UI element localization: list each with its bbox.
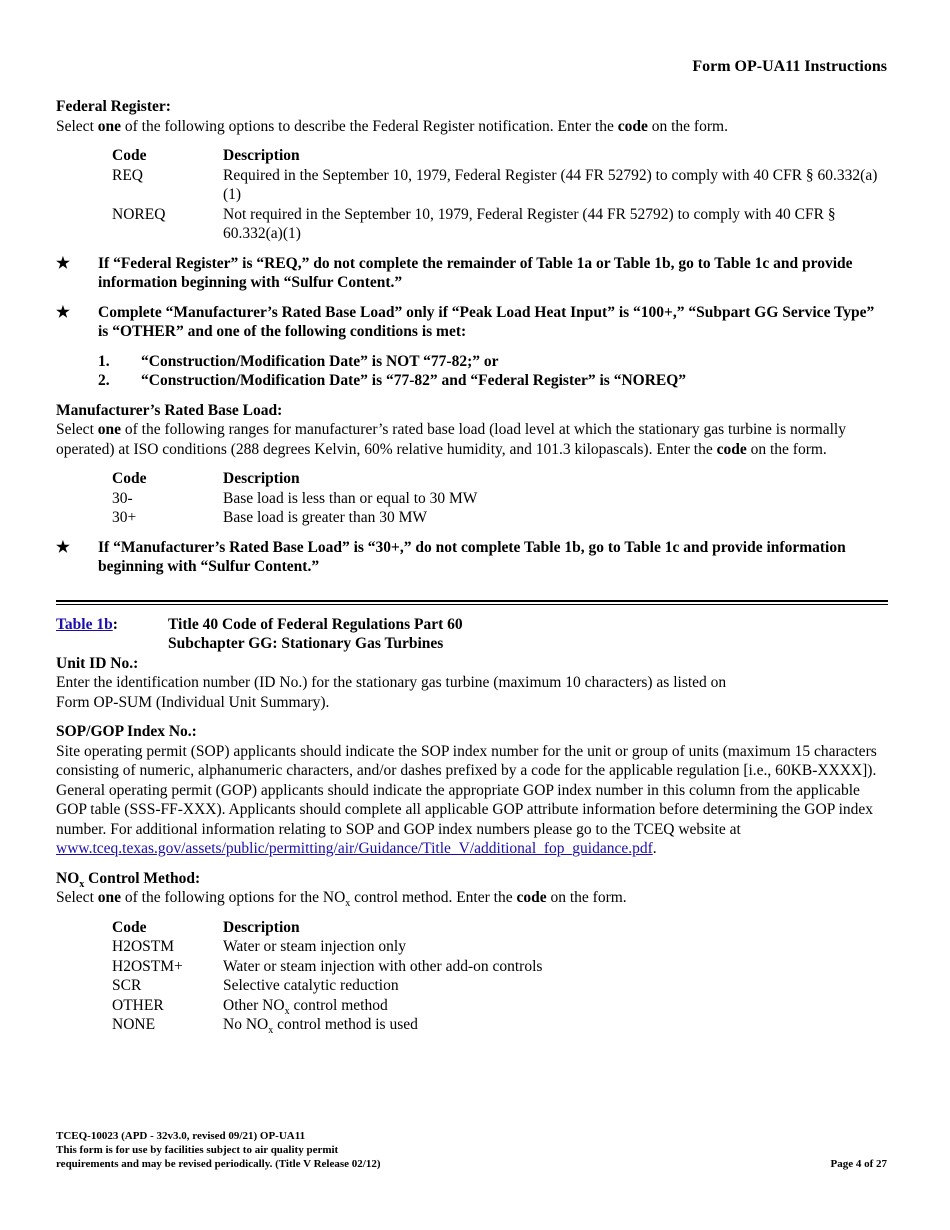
sop-gop-text [56,742,888,859]
code-table-row [112,976,888,996]
table-1b-label [56,615,168,654]
nox-code-table [112,918,888,1035]
intro-text: Select [56,117,98,135]
table-1b-link[interactable]: Table 1b [56,615,113,633]
note-text: If “Manufacturer’s Rated Base Load” is “30+,” do not complete Table 1b, go to Table 1c and provide information beginning with “Sulfur Content.” [98,538,846,575]
desc-text: control method is used [273,1016,418,1033]
base-load-code-table [112,469,888,528]
section-divider [56,600,888,605]
code-table-header [112,918,888,938]
desc-text: control method [289,996,388,1014]
list-number: 1. [98,352,110,370]
intro-emphasis: code [617,117,648,135]
note-text: If “Federal Register” is “REQ,” do not complete the remainder of Table 1a or Table 1b, go to Table 1c and provide information beginning with “Sulfur Content.” [98,254,853,291]
list-number: 2. [98,372,110,389]
description-cell: Base load is less than or equal to 30 MW [223,489,478,507]
unit-id-section [56,654,888,713]
unit-id-heading: Unit ID No.: [56,654,139,672]
code-table-row [112,489,888,509]
federal-register-code-table [112,146,888,244]
intro-text: on the form. [746,440,827,458]
code-cell: H2OSTM+ [112,957,183,975]
nox-intro [56,888,888,908]
code-column-header: Code [112,470,147,487]
page-content [56,97,888,1035]
subscript: x [345,898,351,910]
description-cell: Not required in the September 10, 1979, Federal Register (44 FR 52792) to comply with 40 CFR § 60.332(a)(1) [223,205,836,242]
code-cell: NOREQ [112,205,166,223]
star-note [56,538,888,577]
code-cell: 30+ [112,509,137,526]
footer-line: requirements and may be revised periodically. (Title V Release 02/12) [56,1158,381,1170]
code-cell: H2OSTM [112,938,175,955]
desc-text: No NO [223,1016,269,1033]
unit-id-line: Form OP-SUM (Individual Unit Summary). [56,693,330,711]
heading-text: NO [56,869,80,887]
federal-register-intro [56,117,888,137]
description-column-header: Description [223,147,300,164]
list-text: “Construction/Modification Date” is NOT “77-82;” or [141,352,499,370]
description-cell: Water or steam injection only [223,938,406,955]
intro-text: control method. Enter the [350,889,517,906]
period: . [652,840,657,857]
list-text: “Construction/Modification Date” is “77-82” and “Federal Register” is “NOREQ” [141,372,687,389]
footer-line: TCEQ-10023 (APD - 32v3.0, revised 09/21) OP-UA11 [56,1130,306,1142]
subscript: x [79,878,85,890]
footer-line: This form is for use by facilities subject to air quality permit [56,1144,339,1156]
table-1b-title [168,615,463,654]
list-item [98,371,888,391]
code-table-row [112,1015,888,1035]
description-cell [223,996,888,1016]
code-table-row [112,508,888,528]
code-cell: REQ [112,166,143,184]
intro-text: of the following options to describe the Federal Register notification. Enter the [121,117,618,135]
description-column-header: Description [223,918,300,936]
code-cell: 30- [112,489,133,507]
intro-emphasis: one [97,117,121,135]
page-number: Page 4 of 27 [830,1158,887,1170]
star-icon: ★ [56,303,70,321]
code-table-header [112,146,888,166]
sop-gop-section [56,722,888,859]
star-icon: ★ [56,254,70,272]
code-cell: NONE [112,1016,156,1033]
federal-register-section [56,97,888,244]
subscript: x [268,1025,274,1037]
intro-text: on the form. [647,117,728,135]
sop-gop-heading: SOP/GOP Index No.: [56,723,197,740]
description-cell: Required in the September 10, 1979, Federal Register (44 FR 52792) to comply with 40 CFR § 60.332(a)(1) [223,166,878,203]
code-table-header [112,469,888,489]
code-column-header: Code [112,147,147,164]
sop-gop-body: Site operating permit (SOP) applicants should indicate the SOP index number for the unit or group of units (maximum 15 characters consisting of numeric, alphanumeric characters, and/or dashes prefixed by a code for the applicable regulation [i.e., 60KB-XXXX]). General operating permit (GOP) applicants should indicate the appropriate GOP index number in this column from the applicable GOP table (SSS-FF-XXX). Applicants should complete all applicable GOP attribute information before determining the GOP index number. For additional information relating to SOP and GOP index numbers please go to the TCEQ website at [56,742,877,838]
code-table-row [112,937,888,957]
intro-text: Select [56,889,98,906]
base-load-heading: Manufacturer’s Rated Base Load: [56,401,283,419]
description-cell: Water or steam injection with other add-on controls [223,957,543,975]
table-1b-title-line: Title 40 Code of Federal Regulations Part 60 [168,615,463,633]
intro-text: of the following options for the NO [121,889,346,906]
intro-emphasis: code [716,440,747,458]
star-note [56,303,888,342]
intro-emphasis: code [516,889,547,906]
heading-text: Control Method: [84,869,201,887]
colon: : [112,615,118,633]
conditions-list [98,352,888,391]
table-1b-title-line: Subchapter GG: Stationary Gas Turbines [168,635,444,652]
description-cell: Base load is greater than 30 MW [223,509,428,526]
intro-text: on the form. [546,889,627,906]
description-cell [223,1015,888,1035]
code-table-row [112,957,888,977]
star-note [56,254,888,293]
code-cell: SCR [112,977,142,994]
list-item [98,352,888,372]
intro-emphasis: one [97,421,121,438]
code-table-row [112,996,888,1016]
code-table-row [112,205,888,244]
intro-text: of the following ranges for manufacturer’s rated base load (load level at which the stationary gas turbine is normally operated) at ISO conditions (288 degrees Kelvin, 60% relative humidity, and 101.3 kilopascals). Enter the [56,421,846,458]
tceq-guidance-link[interactable]: www.tceq.texas.gov/assets/public/permitting/air/Guidance/Title_V/additional_fop_guidance.pdf [56,840,653,857]
nox-section [56,869,888,1035]
unit-id-line: Enter the identification number (ID No.) for the stationary gas turbine (maximum 10 characters) as listed on [56,674,727,691]
intro-emphasis: one [97,889,121,906]
desc-text: Other NO [223,996,285,1014]
page-header-title: Form OP-UA11 Instructions [692,58,887,75]
intro-text: Select [56,421,98,438]
base-load-section [56,401,888,528]
code-cell: OTHER [112,996,164,1014]
note-text: Complete “Manufacturer’s Rated Base Load” only if “Peak Load Heat Input” is “100+,” “Subpart GG Service Type” is “OTHER” and one of the following conditions is met: [98,303,875,340]
description-column-header: Description [223,470,300,487]
code-table-row [112,166,888,205]
code-column-header: Code [112,918,147,936]
page-footer-form-info [56,1129,380,1171]
star-icon: ★ [56,538,70,556]
table-1b-heading [56,615,888,654]
federal-register-heading: Federal Register: [56,98,171,115]
nox-heading [56,869,888,889]
base-load-intro [56,420,888,459]
subscript: x [284,1005,290,1017]
description-cell: Selective catalytic reduction [223,977,399,994]
